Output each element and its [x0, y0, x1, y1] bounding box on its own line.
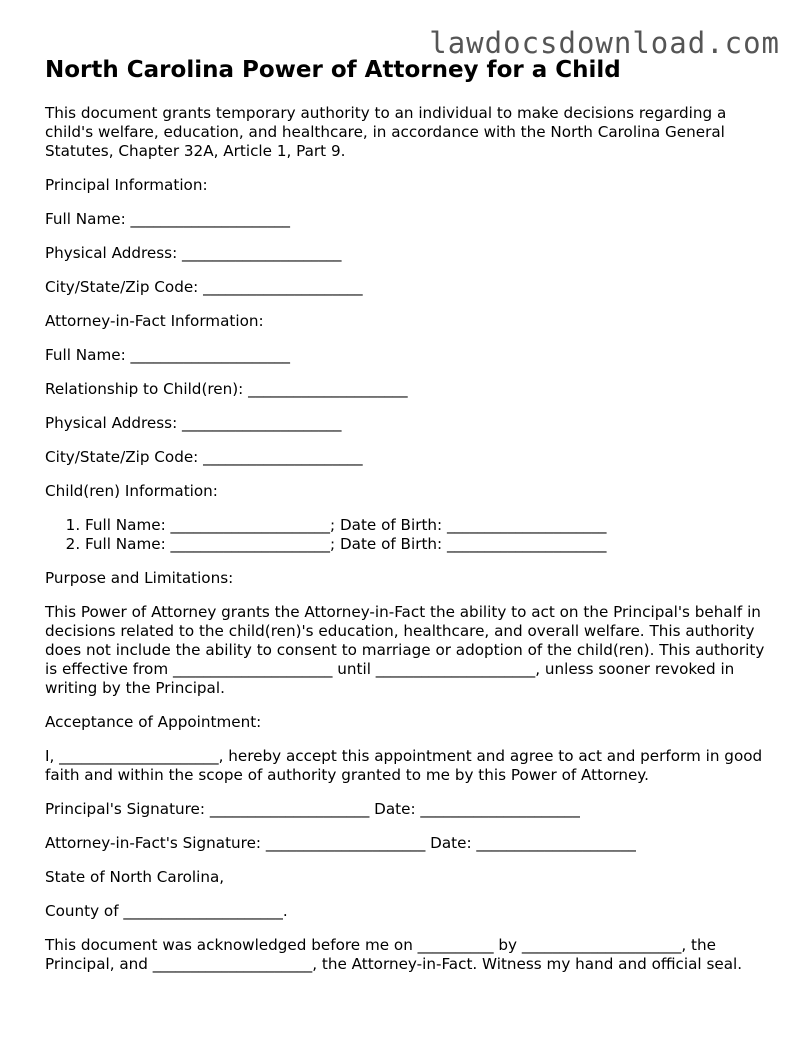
- notary-acknowledgment: This document was acknowledged before me on __________ by _____________________, the Principal, and _____________________, the Attorney-in-Fact. Witness my hand and official seal.: [45, 936, 743, 973]
- attorney-signature-line: Attorney-in-Fact's Signature: _____________________ Date: _____________________: [45, 834, 636, 852]
- principal-signature-line: Principal's Signature: _____________________ Date: _____________________: [45, 800, 580, 818]
- acceptance-heading: Acceptance of Appointment:: [45, 713, 262, 731]
- principal-city-field: City/State/Zip Code: _____________________: [45, 278, 363, 296]
- notary-state: State of North Carolina,: [45, 868, 225, 886]
- attorney-full-name-field: Full Name: _____________________: [45, 346, 291, 364]
- acceptance-paragraph: I, _____________________, hereby accept this appointment and agree to act and perform in good faith and within the scope of authority granted to me by this Power of Attorney.: [45, 747, 763, 784]
- principal-address-field: Physical Address: _____________________: [45, 244, 342, 262]
- attorney-heading: Attorney-in-Fact Information:: [45, 312, 264, 330]
- purpose-heading: Purpose and Limitations:: [45, 569, 234, 587]
- purpose-paragraph: This Power of Attorney grants the Attorney-in-Fact the ability to act on the Principal's behalf in decisions related to the child(ren)'s education, healthcare, and overall welfare. This authority does not include the ability to consent to marriage or adoption of the child(ren). This authority is effective from _____________________ until _____________________, unless sooner revoked in writing by the Principal.: [45, 603, 765, 697]
- principal-full-name-field: Full Name: _____________________: [45, 210, 291, 228]
- children-heading: Child(ren) Information:: [45, 482, 218, 500]
- intro-paragraph: This document grants temporary authority to an individual to make decisions regarding a child's welfare, education, and healthcare, in accordance with the North Carolina General Statutes, Chapter 32A, Article 1, Part 9.: [45, 104, 727, 160]
- child-item: 2. Full Name: _____________________; Date of Birth: _____________________: [85, 535, 765, 554]
- children-list: [45, 516, 765, 554]
- document-title: North Carolina Power of Attorney for a Child: [45, 57, 621, 83]
- attorney-city-field: City/State/Zip Code: _____________________: [45, 448, 363, 466]
- document-body: [45, 56, 765, 974]
- attorney-relationship-field: Relationship to Child(ren): _____________________: [45, 380, 408, 398]
- child-item: 1. Full Name: _____________________; Date of Birth: _____________________: [85, 516, 765, 535]
- notary-county: County of _____________________.: [45, 902, 288, 920]
- attorney-address-field: Physical Address: _____________________: [45, 414, 342, 432]
- watermark: lawdocsdownload.com: [429, 26, 780, 60]
- principal-heading: Principal Information:: [45, 176, 208, 194]
